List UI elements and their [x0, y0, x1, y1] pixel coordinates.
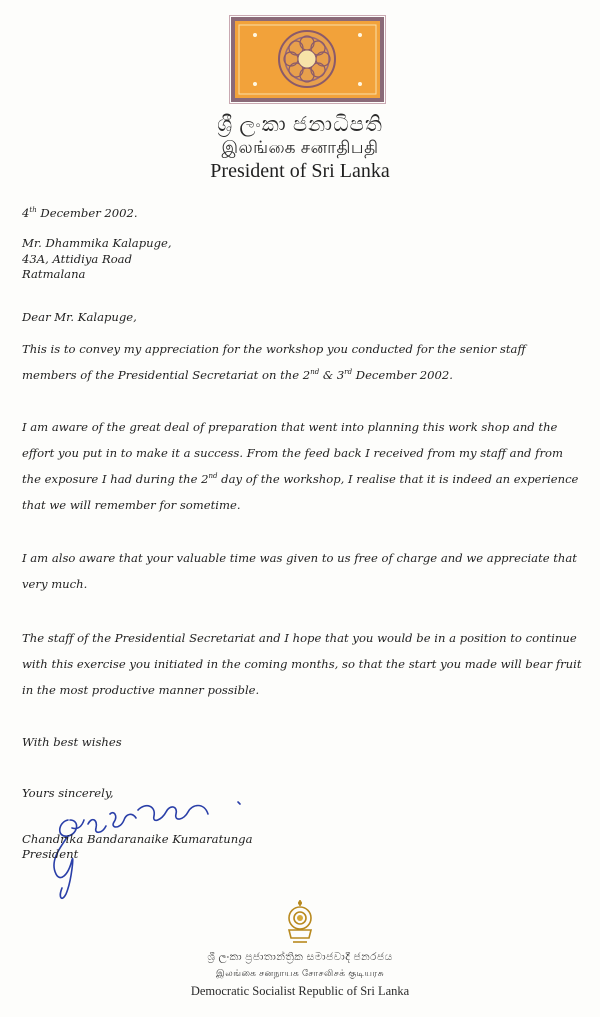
paragraph-4: The staff of the Presidential Secretariat and I hope that you would be in a position to continue with this exercise you initiated in the coming months, so that the start you made will bear fruit in the most productive manner possible.	[22, 631, 582, 697]
recipient-city: Ratmalana	[22, 267, 86, 281]
paragraph-1: This is to convey my appreciation for the workshop you conducted for the senior staff members of the Presidential Secretariat on the 2nd & 3rd December 2002.	[22, 342, 526, 382]
paragraph-3: I am also aware that your valuable time was given to us free of charge and we appreciate that very much.	[22, 551, 577, 591]
signatory-title: President	[22, 847, 79, 861]
signatory-block	[22, 832, 582, 862]
salutation: Dear Mr. Kalapuge,	[22, 310, 137, 324]
recipient-street: 43A, Attidiya Road	[22, 251, 133, 266]
paragraph-2: I am aware of the great deal of preparation that went into planning this work shop and the effort you put in to make it a success. From the feed back I received from my staff and from the exposure I had during the 2nd day of the workshop, I realise that it is indeed an experience that we will remember for sometime.	[22, 420, 579, 512]
letter-date: 4th December 2002.	[22, 206, 138, 220]
letterhead-tamil: இலங்கை சனாதிபதி	[221, 138, 379, 157]
signatory-name: Chandrika Bandaranaike Kumaratunga	[22, 832, 253, 846]
footer-tamil: இலங்கை சனநாயக சோசலிசக் குடியரசு	[215, 968, 385, 978]
footer-sinhala: ශ්‍රී ලංකා ප්‍රජාතාන්ත්‍රික සමාජවාදී ජනරජය	[207, 952, 393, 963]
recipient-name: Mr. Dhammika Kalapuge,	[22, 236, 172, 250]
presidential-emblem	[231, 17, 384, 102]
letterhead-sinhala: ශ්‍රී ලංකා ජනාධිපති	[217, 112, 383, 136]
letterhead-title: President of Sri Lanka	[210, 160, 390, 182]
sign-off: Yours sincerely,	[22, 786, 114, 800]
closing-line: With best wishes	[22, 735, 122, 749]
national-crest	[285, 898, 315, 951]
recipient-address	[22, 236, 582, 283]
footer-english: Democratic Socialist Republic of Sri Lanka	[190, 984, 410, 998]
